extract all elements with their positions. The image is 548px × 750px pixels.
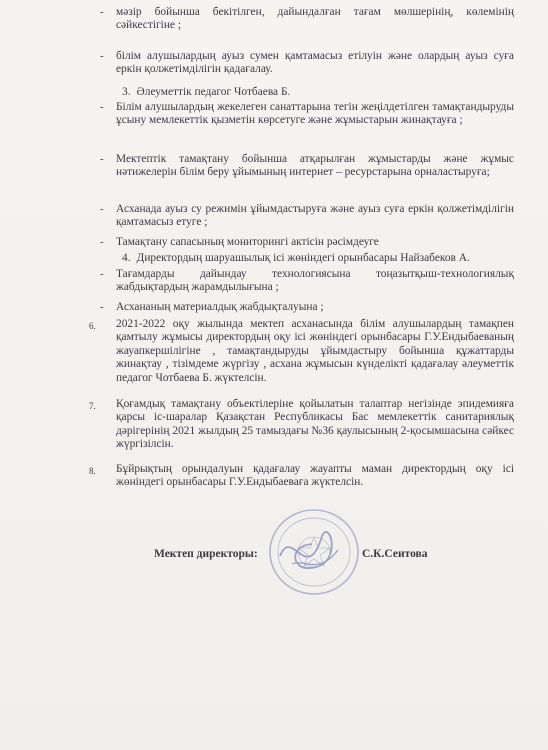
numbered-item-text: Қоғамдық тамақтану объектілеріне қойылатын талаптар негізінде эпидемияға қарсы іс-шаралар Қазақстан Республикасы Бас мемлекеттік санитариялық дәрігерінің 2021 жылдың 25 тамыздағы №36 қаулысының 2-қосымшасына сәйкес жүргізілсін.: [116, 398, 514, 451]
signature-line: [0, 548, 548, 568]
list-item-text: білім алушылардың ауыз сумен қамтамасыз етілуін және олардың ауыз суға еркін қолжетімділігін қадағалау.: [116, 50, 514, 76]
section-number: 3.: [122, 86, 131, 98]
dash-marker: -: [100, 301, 104, 313]
section-heading: [122, 86, 522, 99]
section-title: Әлеуметтік педагог Чотбаева Б.: [136, 86, 291, 98]
list-item-text: мәзір бойынша бекітілген, дайындалған тағам мөлшерінің, көлемінің сәйкестігіне ;: [116, 6, 514, 32]
list-item-text: Асханада ауыз су режимін ұйымдастыруға және ауыз суға еркін қолжетімділігін қамтамасыз етуге ;: [116, 203, 514, 229]
section-title: Директордың шаруашылық ісі жөніндегі орынбасары Найзабеков А.: [136, 252, 470, 264]
list-item-text: Білім алушылардың жекелеген санаттарына тегін жеңілдетілген тамақтандыруды ұсыну мемлекеттік қызметін көрсетуге және жұмыстарын жинақтауға ;: [116, 101, 514, 127]
section-heading: [122, 252, 522, 265]
list-item-text: Тамақтану сапасының мониторингі актісін рәсімдеуге: [116, 236, 379, 248]
list-item-text: Асхананың материалдық жабдықталуына ;: [116, 301, 324, 313]
list-item-text: Мектептік тамақтану бойынша атқарылған жұмыстарды және жұмыс нәтижелерін білім беру ұйымының интернет – ресурстарына орналастыруға;: [116, 153, 514, 179]
dash-marker: -: [100, 101, 104, 113]
numbered-item-text: Бұйрықтың орындалуын қадағалау жауапты маман директордың оқу ісі жөніндегі орынбасары Г.У.Ендыбаеваға жүктелсін.: [116, 463, 514, 489]
dash-marker: -: [100, 236, 104, 248]
signature-name: С.К.Сеитова: [362, 548, 428, 560]
dash-marker: -: [100, 268, 104, 280]
dash-marker: -: [100, 50, 104, 62]
section-number: 4.: [122, 252, 131, 264]
signature-title: Мектеп директоры:: [154, 548, 258, 560]
item-number: 6.: [89, 321, 96, 331]
dash-marker: -: [100, 153, 104, 165]
dash-marker: -: [100, 6, 104, 18]
numbered-item-text: 2021-2022 оқу жылында мектеп асханасында білім алушылардың тамақпен қамтылу жұмысы директордың оқу ісі жөніндегі орынбасары Г.У.Ендыбаеваның жауапкершілігіне , тамақтандыруды ұйымдастыру бойынша құжаттарды жинақтау , тізімдеме жүргізу , асхана жұмысын күнделікті қадағалау әлеуметтік педагог Чотбаева Б. жүктелсін.: [116, 318, 514, 384]
item-number: 8.: [89, 466, 96, 476]
dash-marker: -: [100, 203, 104, 215]
list-item-text: Тағамдарды дайындау технологиясына тоңазытқыш-технологиялық жабдықтардың жарамдылығына ;: [116, 268, 514, 294]
item-number: 7.: [89, 401, 96, 411]
